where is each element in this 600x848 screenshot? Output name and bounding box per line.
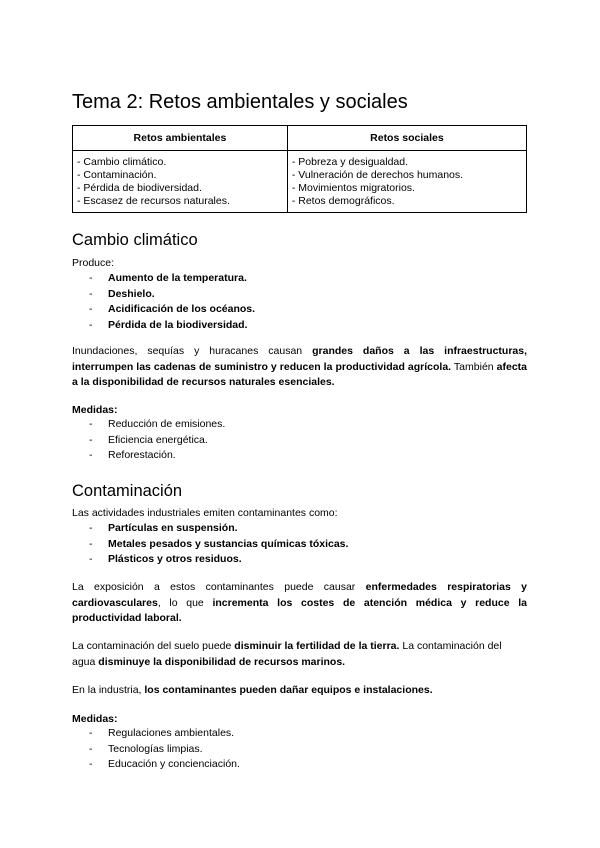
contaminacion-paragraph-3: En la industria, los contaminantes pueden dañar equipos e instalaciones. (72, 684, 433, 696)
header-retos-sociales: Retos sociales (287, 126, 526, 151)
list-item: - Plásticos y otros residuos. (89, 553, 242, 565)
list-item: - Vulneración de derechos humanos. (291, 169, 464, 181)
section-heading-cambio-climatico: Cambio climático (72, 231, 198, 249)
cambio-paragraph: Inundaciones, sequías y huracanes causan grandes daños a las infraestructuras, interrumpen las cadenas de suministro y reducen la productividad agrícola. También afecta a la disponibilidad de recursos naturales esenciales. (72, 345, 528, 388)
list-item: - Movimientos migratorios. (291, 182, 415, 194)
cell-retos-sociales (287, 151, 526, 213)
list-item: - Eficiencia energética. (89, 433, 208, 446)
list-item: - Pérdida de biodiversidad. (77, 182, 202, 194)
list-item: - Educación y concienciación. (89, 758, 240, 770)
list-item: - Deshielo. (89, 287, 155, 300)
header-retos-ambientales: Retos ambientales (73, 126, 288, 151)
list-item: - Retos demográficos. (291, 195, 395, 207)
retos-table (72, 125, 527, 213)
contaminacion-paragraph-2: La contaminación del suelo puede disminuir la fertilidad de la tierra. La contaminación del agua disminuye la disponibilidad de recursos marinos. (72, 640, 502, 668)
list-item: - Regulaciones ambientales. (89, 727, 235, 739)
list-item: - Contaminación. (77, 169, 157, 181)
list-item: - Pérdida de la biodiversidad. (89, 318, 248, 331)
list-item: - Partículas en suspensión. (89, 522, 238, 534)
table-header-row (73, 126, 527, 151)
list-item: - Pobreza y desigualdad. (291, 156, 408, 168)
medidas-list (72, 417, 225, 464)
list-item: - Reforestación. (89, 449, 176, 461)
contaminacion-intro: Las actividades industriales emiten contaminantes como: (72, 507, 338, 519)
produce-list (72, 271, 255, 333)
contaminacion-paragraph-1: La exposición a estos contaminantes puede causar enfermedades respiratorias y cardiovasculares, lo que incrementa los costes de atención médica y reduce la productividad laboral. (72, 581, 527, 624)
list-item: - Tecnologías limpias. (89, 742, 203, 755)
list-item: - Reducción de emisiones. (89, 418, 226, 430)
list-item: - Metales pesados y sustancias químicas tóxicas. (89, 537, 349, 550)
table-row (73, 151, 527, 213)
list-item: - Cambio climático. (77, 156, 167, 168)
medidas-list (72, 726, 240, 773)
list-item: - Escasez de recursos naturales. (77, 195, 230, 207)
section-heading-contaminacion: Contaminación (72, 482, 183, 500)
medidas-label: Medidas: (72, 404, 118, 416)
list-item: - Acidificación de los océanos. (89, 303, 256, 315)
produce-label: Produce: (72, 257, 115, 269)
contaminantes-list (72, 521, 348, 568)
medidas-label: Medidas: (72, 713, 118, 725)
list-item: - Aumento de la temperatura. (89, 272, 247, 284)
page-title: Tema 2: Retos ambientales y sociales (72, 91, 408, 113)
cell-retos-ambientales (73, 151, 288, 213)
